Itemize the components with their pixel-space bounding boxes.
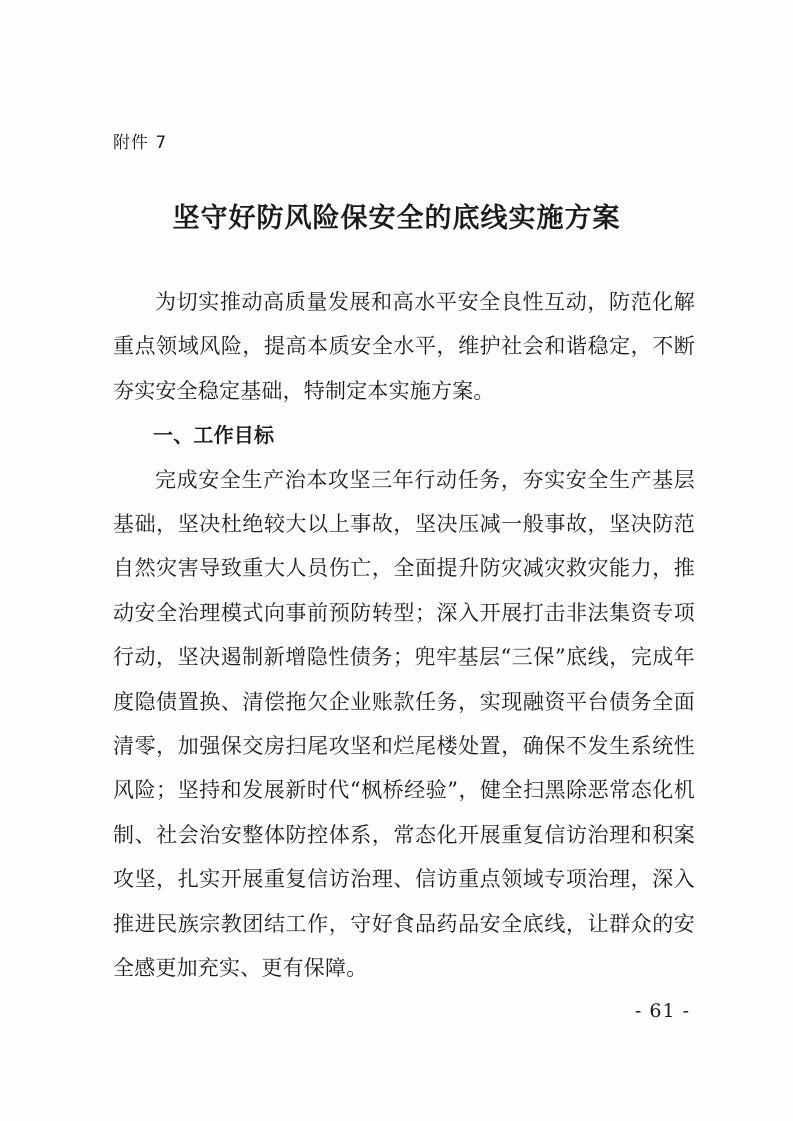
section-paragraph: 完成安全生产治本攻坚三年行动任务，夯实安全生产基层基础，坚决杜绝较大以上事故，坚决压减一般事故，坚决防范自然灾害导致重大人员伤亡，全面提升防灾减灾救灾能力，推动安全治理模式向事前预防转型；深入开展打击非法集资专项行动，坚决遏制新增隐性债务；兜牢基层“三保”底线，完成年度隐债置换、清偿拖欠企业账款任务，实现融资平台债务全面清零，加强保交房扫尾攻坚和烂尾楼处置，确保不发生系统性风险；坚持和发展新时代“枫桥经验”，健全扫黑除恶常态化机制、社会治安整体防控体系，常态化开展重复信访治理和积案攻坚，扎实开展重复信访治理、信访重点领域专项治理，深入推进民族宗教团结工作，守好食品药品安全底线，让群众的安全感更加充实、更有保障。 [113, 467, 695, 981]
page-number: - 61 - [634, 1000, 690, 1022]
document-title: 坚守好防风险保安全的底线实施方案 [172, 203, 621, 234]
section-heading: 一、工作目标 [153, 423, 275, 448]
attachment-label: 附件 7 [113, 133, 168, 153]
document-body [113, 280, 695, 991]
intro-paragraph: 为切实推动高质量发展和高水平安全良性互动，防范化解重点领域风险，提高本质安全水平，维护社会和谐稳定，不断夯实安全稳定基础，特制定本实施方案。 [113, 290, 695, 403]
